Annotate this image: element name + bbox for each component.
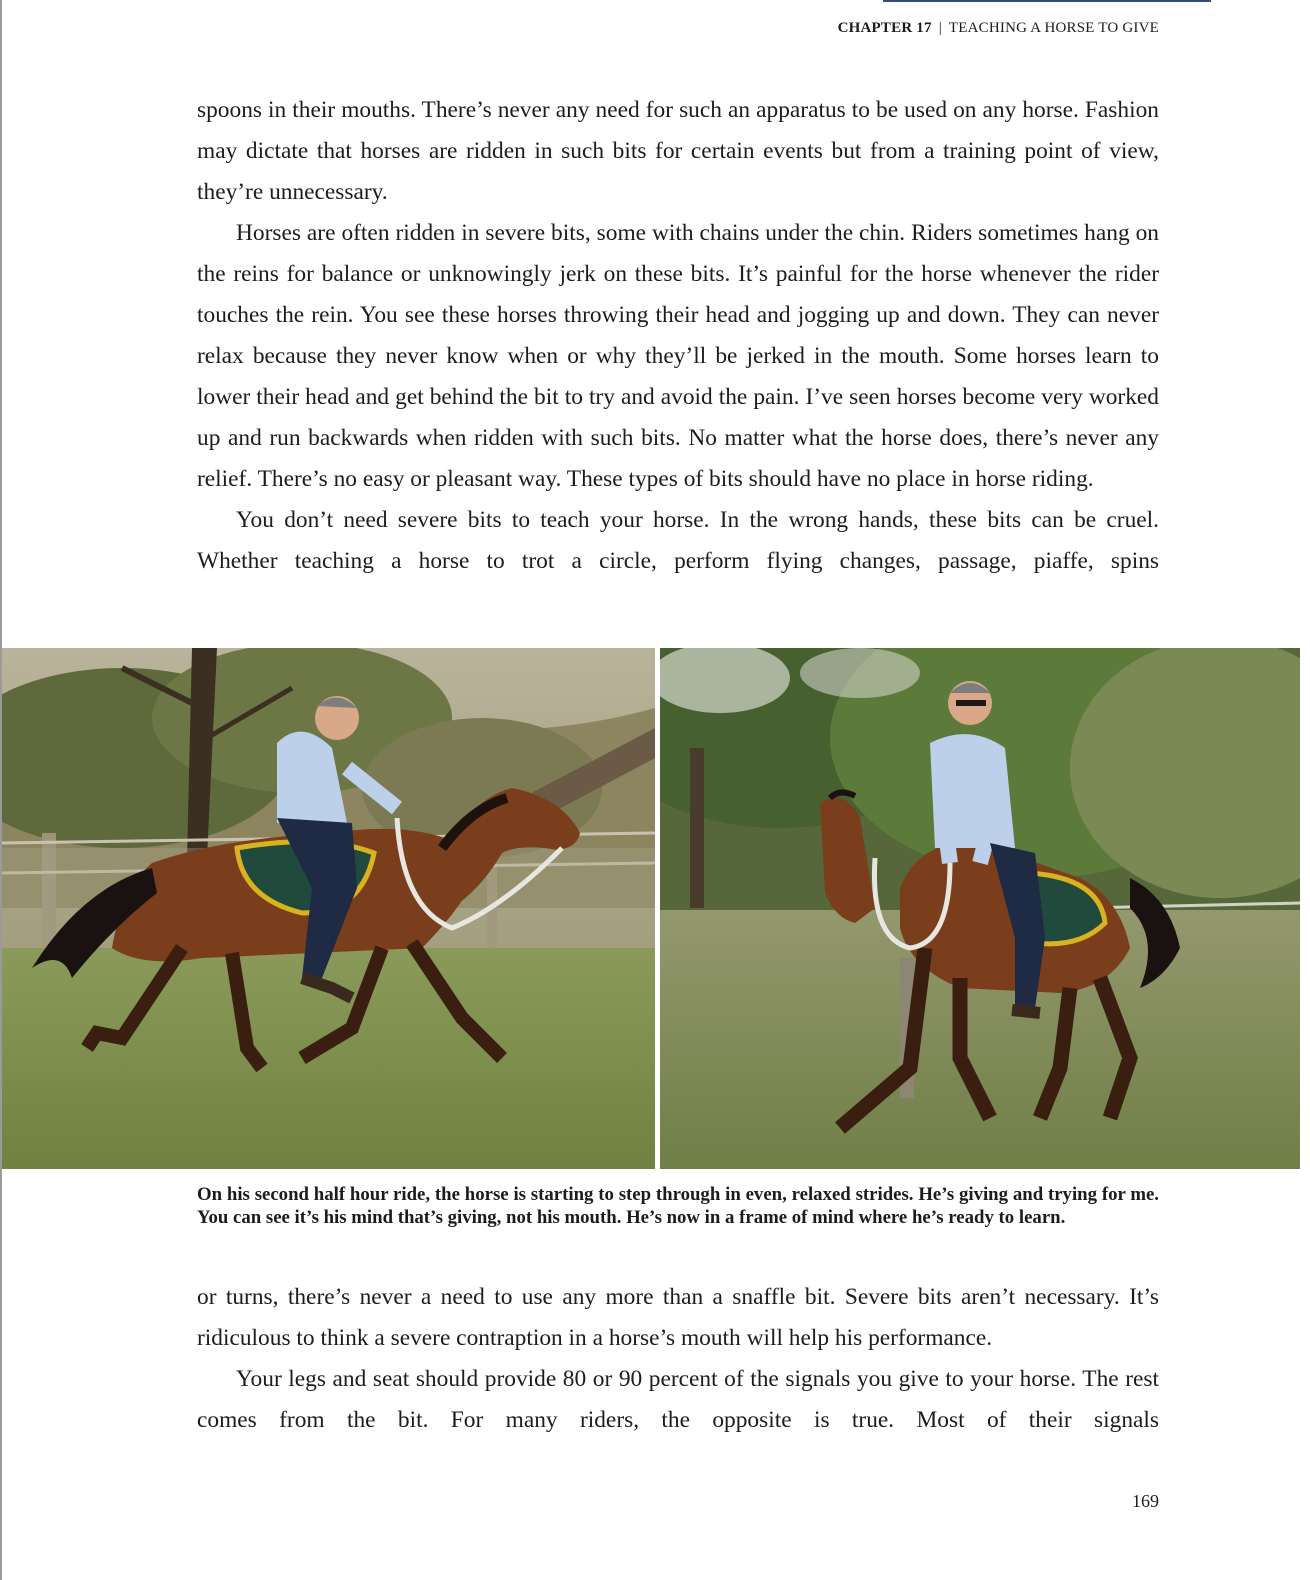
paragraph: spoons in their mouths. There’s never any need for such an apparatus to be used on any horse. Fashion may dictate that horses are ridden in such bits for certain events but from a training point of view, they’re unnecessary. — [197, 97, 1159, 205]
running-head — [838, 20, 1159, 37]
paragraph: You don’t need severe bits to teach your horse. In the wrong hands, these bits can be cruel. Whether teaching a horse to trot a circle, perform flying changes, passage, piaffe, spins — [197, 507, 1159, 574]
body-text-top — [197, 90, 1159, 582]
photo-right-illustration — [660, 648, 1300, 1169]
paragraph: Horses are often ridden in severe bits, some with chains under the chin. Riders sometimes hang on the reins for balance or unknowingly jerk on these bits. It’s painful for the horse whenever the rider touches the rein. You see these horses throwing their head and jogging up and down. They can never relax because they never know when or why they’ll be jerked in the mouth. Some horses learn to lower their head and get behind the bit to try and avoid the pain. I’ve seen horses become very worked up and run backwards when ridden with such bits. No matter what the horse does, there’s never any relief. There’s no easy or pleasant way. These types of bits should have no place in horse riding. — [197, 220, 1159, 492]
running-head-separator: | — [938, 20, 942, 36]
header-accent-rule — [883, 0, 1211, 2]
body-text-bottom — [197, 1277, 1159, 1441]
chapter-title: TEACHING A HORSE TO GIVE — [948, 20, 1159, 36]
photo-horse-trotting-side-view — [2, 648, 655, 1169]
page-number: 169 — [1132, 1491, 1159, 1511]
chapter-label: CHAPTER 17 — [837, 20, 932, 36]
photo-caption: On his second half hour ride, the horse is starting to step through in even, relaxed strides. He’s giving and trying for me. You can see it’s his mind that’s giving, not his mouth. He’s now in a frame of mind where he’s ready to learn. — [197, 1184, 1159, 1228]
paragraph: Your legs and seat should provide 80 or 90 percent of the signals you give to your horse. The rest comes from the bit. For many riders, the opposite is true. Most of their signals — [197, 1366, 1159, 1433]
photo-left-illustration — [2, 648, 655, 1169]
paragraph: or turns, there’s never a need to use any more than a snaffle bit. Severe bits aren’t necessary. It’s ridiculous to think a severe contraption in a horse’s mouth will help his performance. — [197, 1284, 1159, 1351]
photo-horse-trotting-front-view — [660, 648, 1300, 1169]
